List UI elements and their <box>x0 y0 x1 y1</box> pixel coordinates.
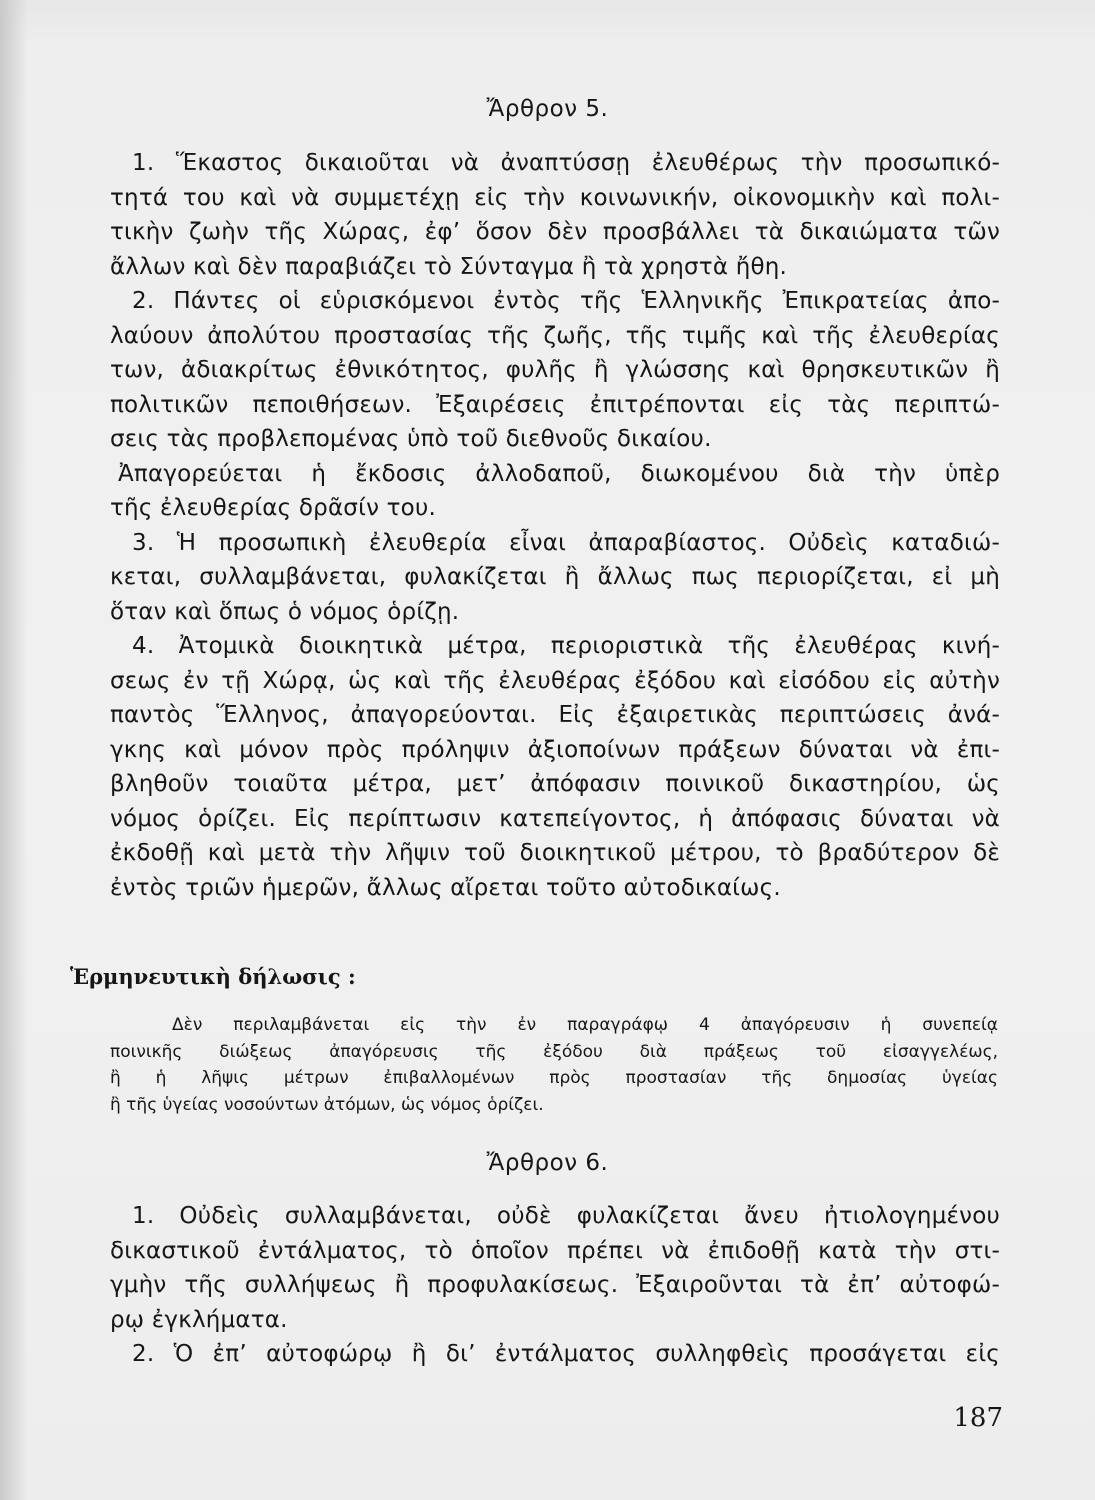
text-line: ρῳ ἐγκλήματα. <box>110 1306 288 1333</box>
text-line: 2. Ὁ ἐπ’ αὐτοφώρῳ ἢ δι’ ἐντάλματος συλληφθεὶς προσάγεται εἰς <box>132 1341 1000 1367</box>
text-line: πολιτικῶν πεποιθήσεων. Ἐξαιρέσεις ἐπιτρέπονται εἰς τὰς περιπτώ- <box>110 391 1000 418</box>
article-6-body <box>110 1199 1000 1372</box>
text-line: λαύουν ἀπολύτου προστασίας τῆς ζωῆς, τῆς τιμῆς καὶ τῆς ἐλευθερίας <box>110 322 1000 349</box>
article-5-heading: Ἄρθρον 5. <box>486 96 609 122</box>
text-line: ἐντὸς τριῶν ἡμερῶν, ἄλλως αἴρεται τοῦτο αὐτοδικαίως. <box>110 874 781 901</box>
text-line: ἢ τῆς ὑγείας νοσούντων ἀτόμων, ὡς νόμος ὁρίζει. <box>110 1094 544 1115</box>
text-line: τικὴν ζωὴν τῆς Χώρας, ἐφ’ ὅσον δὲν προσβάλλει τὰ δικαιώματα τῶν <box>110 219 1000 245</box>
text-line: παντὸς Ἕλληνος, ἀπαγορεύονται. Εἰς ἐξαιρετικὰς περιπτώσεις ἀνά- <box>110 702 1000 728</box>
page-number: 187 <box>953 1403 1003 1433</box>
text-line: 3. Ἡ προσωπικὴ ἐλευθερία εἶναι ἀπαραβίαστος. Οὐδεὶς καταδιώ- <box>132 529 1000 556</box>
text-line: Δὲν περιλαμβάνεται εἰς τὴν ἐν παραγράφῳ 4 ἀπαγόρευσιν ἡ συνεπείᾳ <box>172 1015 998 1035</box>
text-line: τητά του καὶ νὰ συμμετέχῃ εἰς τὴν κοινωνικήν, οἰκονομικὴν καὶ πολι- <box>110 184 1000 211</box>
text-line: γκης καὶ μόνον πρὸς πρόληψιν ἀξιοποίνων πράξεων δύναται νὰ ἐπι- <box>110 736 1000 763</box>
text-line: 2. Πάντες οἱ εὑρισκόμενοι ἐντὸς τῆς Ἑλληνικῆς Ἐπικρατείας ἀπο- <box>132 288 1000 314</box>
text-line: κεται, συλλαμβάνεται, φυλακίζεται ἢ ἄλλως πως περιορίζεται, εἰ μὴ <box>110 564 1000 590</box>
text-line: ἄλλων καὶ δὲν παραβιάζει τὸ Σύνταγμα ἢ τὰ χρηστὰ ἤθη. <box>110 253 788 280</box>
article-6-heading: Ἄρθρον 6. <box>486 1150 609 1176</box>
text-line: Ἀπαγορεύεται ἡ ἔκδοσις ἀλλοδαποῦ, διωκομένου διὰ τὴν ὑπὲρ <box>118 460 1000 487</box>
text-line: 1. Ἕκαστος δικαιοῦται νὰ ἀναπτύσσῃ ἐλευθέρως τὴν προσωπικό- <box>132 150 1000 176</box>
text-line: βληθοῦν τοιαῦτα μέτρα, μετ’ ἀπόφασιν ποινικοῦ δικαστηρίου, ὡς <box>110 771 1000 797</box>
article-5-body <box>110 146 1000 905</box>
interpretive-declaration-body <box>110 1012 998 1118</box>
text-line: δικαστικοῦ ἐντάλματος, τὸ ὁποῖον πρέπει νὰ ἐπιδοθῇ κατὰ τὴν στι- <box>110 1237 1000 1264</box>
text-line: ἢ ἡ λῆψις μέτρων ἐπιβαλλομένων πρὸς προστασίαν τῆς δημοσίας ὑγείας <box>110 1068 998 1088</box>
text-line: τῆς ἐλευθερίας δρᾶσίν του. <box>110 495 436 521</box>
text-line: γμὴν τῆς συλλήψεως ἢ προφυλακίσεως. Ἐξαιροῦνται τὰ ἐπ’ αὐτοφώ- <box>110 1272 1000 1298</box>
text-line: των, ἀδιακρίτως ἐθνικότητος, φυλῆς ἢ γλώσσης καὶ θρησκευτικῶν ἢ <box>110 357 1000 383</box>
text-line: 4. Ἀτομικὰ διοικητικὰ μέτρα, περιοριστικὰ τῆς ἐλευθέρας κινή- <box>132 633 1000 659</box>
text-line: σεις τὰς προβλεπομένας ὑπὸ τοῦ διεθνοῦς δικαίου. <box>110 426 712 452</box>
text-line: νόμος ὁρίζει. Εἰς περίπτωσιν κατεπείγοντος, ἡ ἀπόφασις δύναται νὰ <box>110 805 1000 832</box>
text-line: ἐκδοθῇ καὶ μετὰ τὴν λῆψιν τοῦ διοικητικοῦ μέτρου, τὸ βραδύτερον δὲ <box>110 840 1000 866</box>
text-line: ποινικῆς διώξεως ἀπαγόρευσις τῆς ἐξόδου διὰ πράξεως τοῦ εἰσαγγελέως, <box>110 1041 998 1062</box>
interpretive-declaration-title: Ἑρμηνευτικὴ δήλωσις : <box>70 964 356 989</box>
text-line: 1. Οὐδεὶς συλλαμβάνεται, οὐδὲ φυλακίζεται ἄνευ ἠτιολογημένου <box>132 1203 1000 1229</box>
text-line: ὅταν καὶ ὅπως ὁ νόμος ὁρίζῃ. <box>110 598 460 625</box>
text-line: σεως ἐν τῇ Χώρᾳ, ὡς καὶ τῆς ἐλευθέρας ἐξόδου καὶ εἰσόδου εἰς αὐτὴν <box>110 667 1000 694</box>
